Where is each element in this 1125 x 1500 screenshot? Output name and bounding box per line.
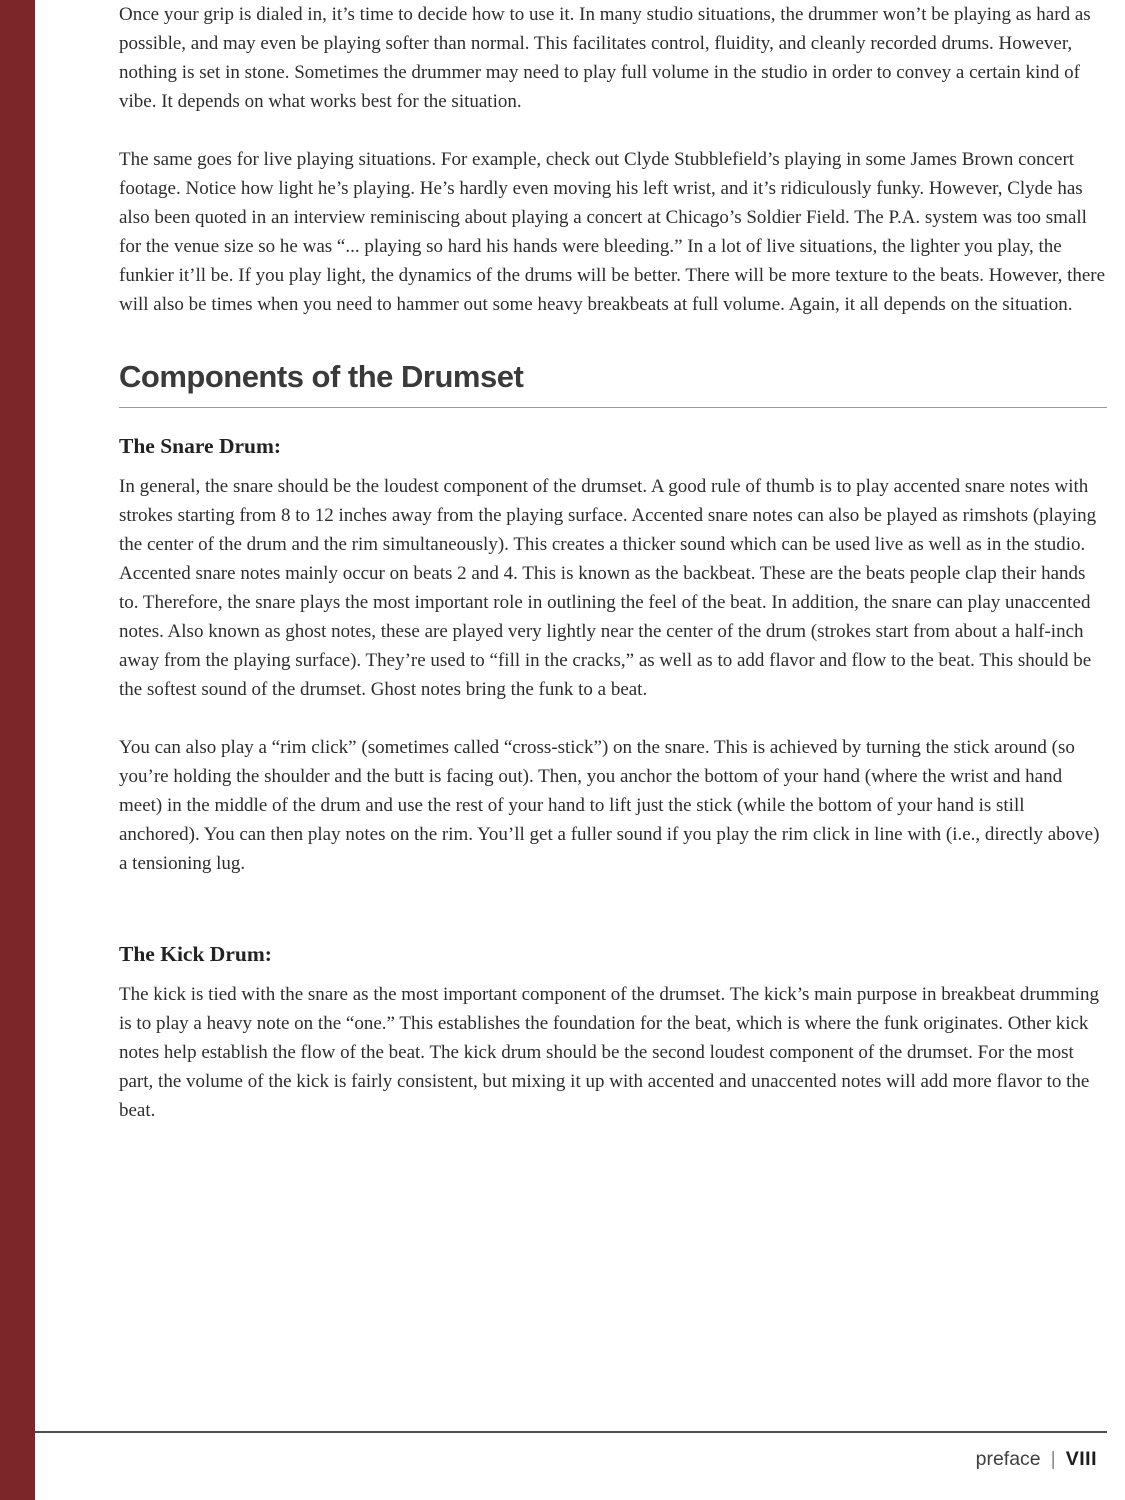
footer-rule [35, 1431, 1107, 1433]
intro-paragraph-1: Once your grip is dialed in, it’s time to decide how to use it. In many studio situations, the drummer won’t be playing as hard as possible, and may even be playing softer than normal. This facilitates control, fluidity, and cleanly recorded drums. However, nothing is set in stone. Sometimes the drummer may need to play full volume in the studio in order to convey a certain kind of vibe. It depends on what works best for the situation. [119, 4, 1091, 112]
subsection-title-snare-drum: The Snare Drum: [119, 434, 282, 458]
page-content [119, 0, 1107, 1154]
footer-page-number: VIII [1065, 1448, 1097, 1470]
section-heading: Components of the Drumset [119, 359, 524, 394]
snare-drum-paragraph-2: You can also play a “rim click” (sometimes called “cross-stick”) on the snare. This is achieved by turning the stick around (so you’re holding the shoulder and the butt is facing out). Then, you anchor the bottom of your hand (where the wrist and hand meet) in the middle of the drum and use the rest of your hand to lift just the stick (while the bottom of your hand is still anchored). You can then play notes on the rim. You’ll get a fuller sound if you play the rim click in line with (i.e., directly above) a tensioning lug. [119, 737, 1100, 874]
page-edge-stripe [0, 0, 35, 1500]
snare-drum-paragraph-1: In general, the snare should be the loudest component of the drumset. A good rule of thumb is to play accented snare notes with strokes starting from 8 to 12 inches away from the playing surface. Accented snare notes can also be played as rimshots (playing the center of the drum and the rim simultaneously). This creates a thicker sound which can be used live as well as in the studio. Accented snare notes mainly occur on beats 2 and 4. This is known as the backbeat. These are the beats people clap their hands to. Therefore, the snare plays the most important role in outlining the feel of the beat. In addition, the snare can play unaccented notes. Also known as ghost notes, these are played very lightly near the center of the drum (strokes start from about a half-inch away from the playing surface). They’re used to “fill in the cracks,” as well as to add flavor and flow to the beat. This should be the softest sound of the drumset. Ghost notes bring the funk to a beat. [119, 476, 1097, 700]
kick-drum-paragraph-1: The kick is tied with the snare as the most important component of the drumset. The kick’s main purpose in breakbeat drumming is to play a heavy note on the “one.” This establishes the foundation for the beat, which is where the funk originates. Other kick notes help establish the flow of the beat. The kick drum should be the second loudest component of the drumset. For the most part, the volume of the kick is fairly consistent, but mixing it up with accented and unaccented notes will add more flavor to the beat. [119, 984, 1100, 1121]
intro-paragraph-2: The same goes for live playing situations. For example, check out Clyde Stubblefield’s playing in some James Brown concert footage. Notice how light he’s playing. He’s hardly even moving his left wrist, and it’s ridiculously funky. However, Clyde has also been quoted in an interview reminiscing about playing a concert at Chicago’s Soldier Field. The P.A. system was too small for the venue size so he was “... playing so hard his hands were bleeding.” In a lot of live situations, the lighter you play, the funkier it’ll be. If you play light, the dynamics of the drums will be better. There will be more texture to the beats. However, there will also be times when you need to hammer out some heavy breakbeats at full volume. Again, it all depends on the situation. [119, 149, 1106, 315]
footer-section-label: preface [975, 1448, 1041, 1470]
footer [976, 1448, 1097, 1471]
subsection-title-kick-drum: The Kick Drum: [119, 942, 272, 966]
section-heading-rule [119, 407, 1107, 408]
footer-separator: | [1050, 1448, 1056, 1470]
